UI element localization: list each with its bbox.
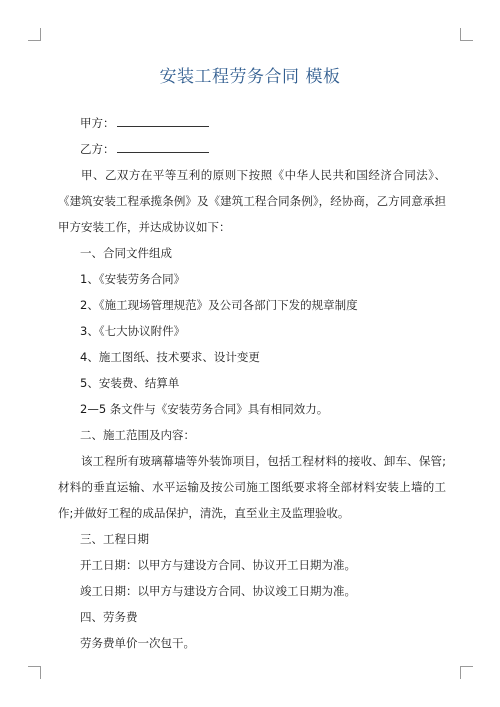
clause-line: 4、施工图纸、技术要求、设计变更	[80, 350, 260, 364]
crop-mark-bottom-left	[28, 666, 41, 679]
document-body	[58, 110, 446, 656]
scope-paragraph: 该工程所有玻璃幕墙等外装饰项目，包括工程材料的接收、卸车、保管;材料的垂直运输、水平运输及按公司施工图纸要求将全部材料安装上墙的工作;并做好工程的成品保护，清洗，直至业主及监理验收。	[58, 454, 446, 520]
crop-mark-top-right	[460, 28, 473, 41]
party-b-line	[58, 136, 446, 162]
clause-line: 四、劳务费	[80, 610, 138, 624]
clause-line: 2、《施工现场管理规范》及公司各部门下发的规章制度	[80, 298, 358, 312]
crop-mark-bottom-right	[460, 666, 473, 679]
clause-line: 劳务费单价一次包干。	[80, 636, 195, 650]
clause-line: 二、施工范围及内容：	[80, 428, 195, 442]
clause-line: 三、工程日期	[80, 532, 149, 546]
party-a-line	[58, 110, 446, 136]
party-a-label: 甲方：	[80, 116, 115, 130]
document-title: 安装工程劳务合同 模板	[159, 67, 341, 87]
clause-line: 开工日期：以甲方与建设方合同、协议开工日期为准。	[80, 558, 356, 572]
clause-line: 1、《安装劳务合同》	[80, 272, 186, 286]
intro-paragraph: 甲、乙双方在平等互利的原则下按照《中华人民共和国经济合同法》、《建筑安装工程承揽条例》及《建筑工程合同条例》，经协商，乙方同意承担甲方安装工作，并达成协议如下：	[58, 168, 446, 234]
clause-line: 2—5 条文件与《安装劳务合同》具有相同效力。	[80, 402, 329, 416]
crop-mark-top-left	[28, 28, 41, 41]
party-b-label: 乙方：	[80, 142, 115, 156]
clause-line: 竣工日期：以甲方与建设方合同、协议竣工日期为准。	[80, 584, 356, 598]
party-b-blank	[117, 137, 209, 153]
clause-line: 3、《七大协议附件》	[80, 324, 186, 338]
clause-line: 5、安装费、结算单	[80, 376, 180, 390]
clause-line: 一、合同文件组成	[80, 246, 172, 260]
party-a-blank	[117, 111, 209, 127]
